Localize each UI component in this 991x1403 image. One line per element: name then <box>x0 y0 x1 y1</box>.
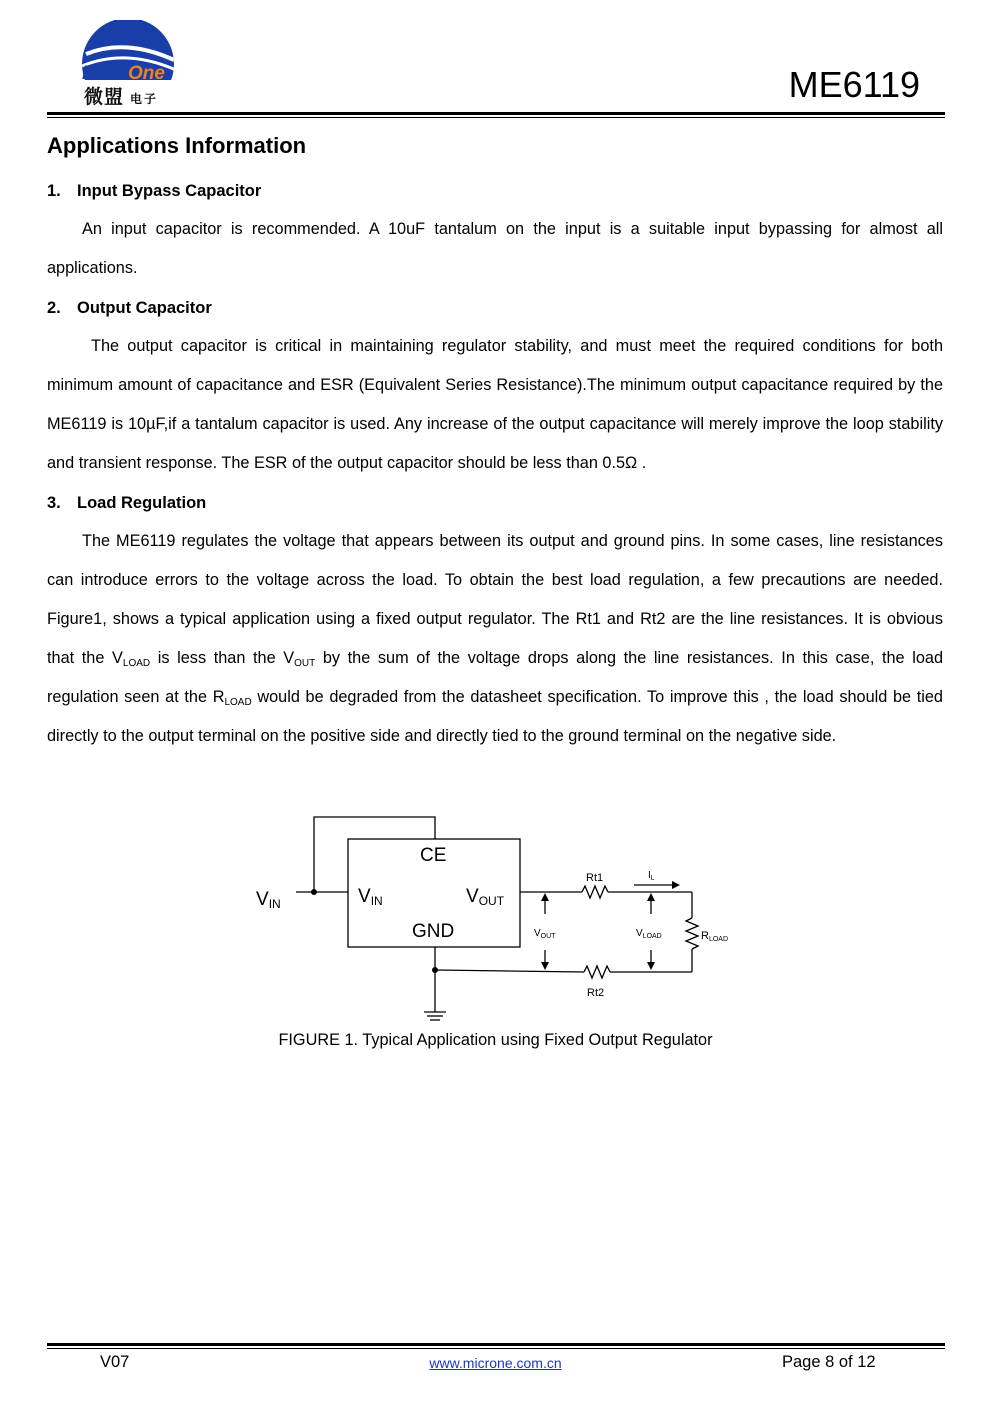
footer-version: V07 <box>100 1353 130 1371</box>
meas-vout-label: $V_{OUT}$ <box>534 928 556 940</box>
svg-text:Micr: Micr <box>82 63 122 84</box>
section-title: Load Regulation <box>77 494 207 512</box>
logo-cn-text: 微盟 <box>84 87 125 108</box>
svg-text:One: One <box>128 63 165 84</box>
section-2-heading <box>47 299 212 318</box>
v-out-symbol: $V_{OUT}$ <box>283 649 316 669</box>
figure-caption: FIGURE 1. Typical Application using Fixed Output Regulator <box>278 1031 713 1049</box>
company-logo <box>76 20 180 112</box>
footer-page-number: Page 8 of 12 <box>782 1353 876 1371</box>
vin-pin-label: VIN <box>358 886 383 908</box>
footer-rule-thin <box>47 1348 945 1349</box>
section-title: Output Capacitor <box>77 299 212 317</box>
gnd-return-wire <box>435 970 584 972</box>
vload-arrowhead-up <box>647 893 655 901</box>
node-dot <box>311 889 317 895</box>
section-1-heading <box>47 182 261 201</box>
footer-rule-thick <box>47 1343 945 1346</box>
vin-label: VIN <box>256 889 281 911</box>
header-rule-thick <box>47 112 945 115</box>
rload-label: RLOAD <box>701 930 729 943</box>
paragraph-text: would be degraded from the datasheet specification. To improve this , the load should be tied directly to the output terminal on the positive side and directly tied to the ground terminal on the negative side. <box>47 688 943 745</box>
il-arrowhead <box>672 881 680 889</box>
logo-cn-small-text: 电子 <box>130 92 159 106</box>
meas-vload-label: $V_{LOAD}$ <box>636 928 662 940</box>
section-number: 1. <box>47 182 61 200</box>
section-3-paragraph <box>47 522 943 756</box>
v-load-symbol: $V_{LOAD}$ <box>112 649 151 669</box>
section-2-paragraph: The output capacitor is critical in maintaining regulator stability, and must meet the required conditions for both minimum amount of capacitance and ESR (Equivalent Series Resistance).The minimum output capacitance required by the ME6119 is 10µF,if a tantalum capacitor is used. Any increase of the output capacitance will merely improve the loop stability and transient response. The ESR of the output capacitor should be less than 0.5Ω . <box>47 337 943 472</box>
rt1-label: Rt1 <box>586 872 604 884</box>
rt2-label: Rt2 <box>587 987 605 999</box>
page-title: Applications Information <box>47 133 307 158</box>
ce-pin-label: CE <box>420 845 447 866</box>
section-title: Input Bypass Capacitor <box>77 182 262 200</box>
rt2-resistor <box>584 966 610 978</box>
paragraph-text: is less than the <box>150 649 284 667</box>
vout-arrowhead-up <box>541 893 549 901</box>
rt1-resistor <box>582 886 608 898</box>
vload-arrowhead-down <box>647 962 655 970</box>
vout-arrowhead-down <box>541 962 549 970</box>
vout-pin-label: VOUT <box>466 886 505 908</box>
section-number: 3. <box>47 494 61 512</box>
part-number: ME6119 <box>788 64 920 105</box>
footer-url-link[interactable]: www.microne.com.cn <box>429 1355 562 1371</box>
header-rule-thin <box>47 117 945 118</box>
gnd-pin-label: GND <box>412 921 455 942</box>
paragraph-text: by the sum of the voltage drops along the line resistances. In this case, the load regulation seen at the <box>47 649 944 706</box>
section-1-paragraph: An input capacitor is recommended. A 10uF tantalum on the input is a suitable input bypassing for almost all applications. <box>47 220 943 277</box>
section-number: 2. <box>47 299 61 317</box>
circuit-diagram <box>0 800 991 1030</box>
il-label: $I_L$ <box>648 870 655 882</box>
rload-resistor <box>686 918 698 949</box>
r-load-symbol: $R_{LOAD}$ <box>212 688 252 708</box>
node-dot <box>432 967 438 973</box>
ce-wire <box>314 817 435 892</box>
section-3-heading <box>47 494 206 513</box>
paragraph-text: The ME6119 regulates the voltage that appears between its output and ground pins. In some cases, line resistances can introduce errors to the voltage across the load. To obtain the best load regulation, a few precautions are needed. Figure1, shows a typical application using a fixed output regulator. The Rt1 and Rt2 are the line resistances. It is obvious that the <box>47 532 943 667</box>
